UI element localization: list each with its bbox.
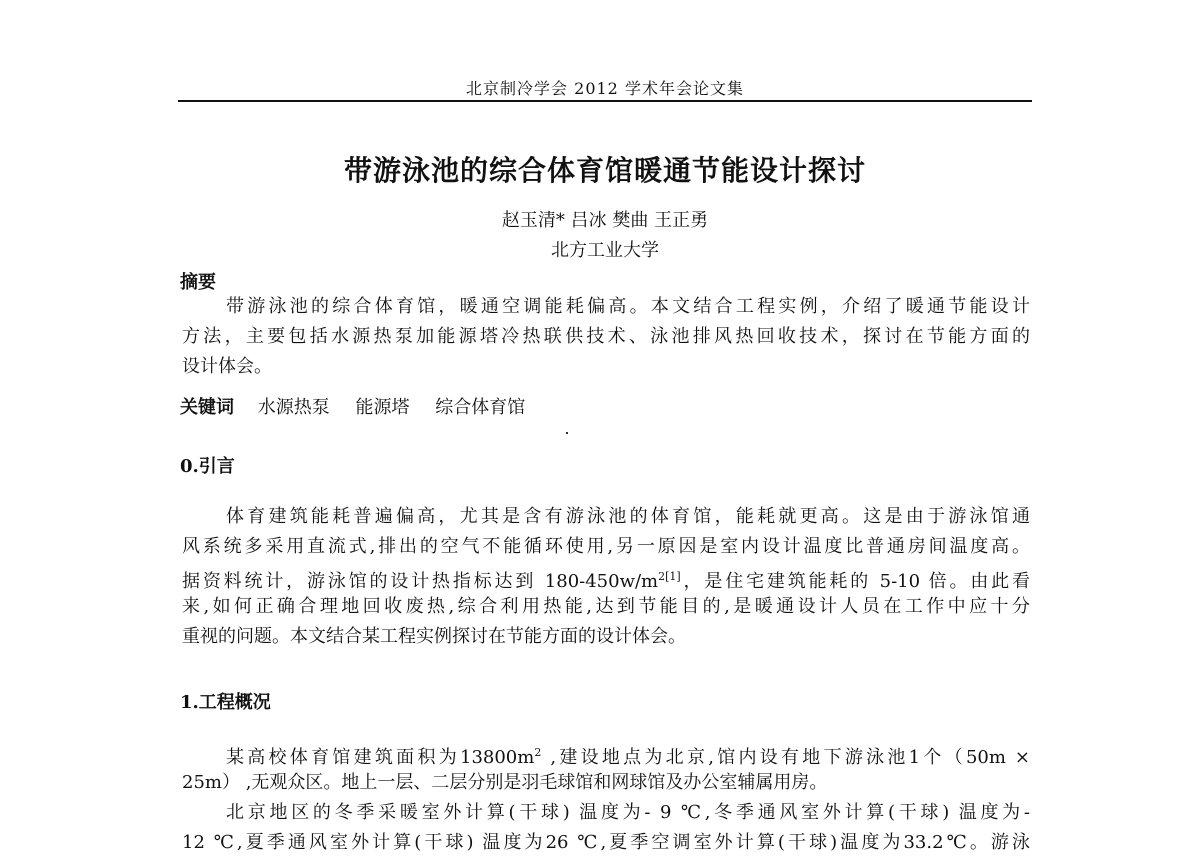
- abstract-paragraph: [182, 292, 1030, 382]
- keyword: 能源塔: [355, 397, 410, 418]
- keywords-label: 关键词: [180, 397, 234, 418]
- superscript: 2: [534, 746, 542, 759]
- text-segment: ,建设地点为北京,馆内设有地下游泳池1个（50m ×: [541, 747, 1030, 768]
- paragraph-line: 25m） ,无观众区。地上一层、二层分别是羽毛球馆和网球馆及办公室辅属用房。: [182, 772, 828, 793]
- text-segment: 某高校体育馆建筑面积为13800m: [226, 747, 535, 768]
- section-1-paragraph-1: [182, 738, 1030, 798]
- keyword: 水源热泵: [257, 397, 330, 418]
- paragraph-line: 北京地区的冬季采暖室外计算(干球) 温度为- 9 ℃,冬季通风室外计算(干球) 温度为-: [226, 802, 1030, 823]
- paragraph-line: [182, 562, 1030, 592]
- authors: 赵玉清* 吕冰 樊曲 王正勇: [501, 210, 709, 231]
- abstract-line: 方法，主要包括水源热泵加能源塔冷热联供技术、泳池排风热回收技术，探讨在节能方面的: [182, 326, 1030, 347]
- paragraph-line: [182, 738, 1030, 768]
- paragraph-line: 12 ℃,夏季通风室外计算(干球) 温度为26 ℃,夏季空调室外计算(干球)温度为33.2℃。游泳: [182, 832, 1030, 853]
- stray-dot: [566, 432, 568, 434]
- paragraph-line: 风系统多采用直流式,排出的空气不能循环使用,另一原因是室内设计温度比普通房间温度高。: [182, 536, 1030, 557]
- paragraph-line: 来,如何正确合理地回收废热,综合利用热能,达到节能目的,是暖通设计人员在工作中应十分: [182, 596, 1030, 617]
- text-segment: 据资料统计，游泳馆的设计热指标达到 180-450w/m: [182, 571, 659, 592]
- text-segment: ，是住宅建筑能耗的 5-10 倍。由此看: [680, 571, 1030, 592]
- abstract-line: 带游泳池的综合体育馆，暖通空调能耗偏高。本文结合工程实例，介绍了暖通节能设计: [226, 296, 1030, 317]
- abstract-line: 设计体会。: [182, 356, 272, 377]
- running-header: 北京制冷学会 2012 学术年会论文集: [466, 79, 744, 98]
- affiliation: 北方工业大学: [551, 240, 659, 261]
- superscript-citation: 2[1]: [658, 570, 681, 583]
- keyword: 综合体育馆: [435, 397, 526, 418]
- paragraph-line: 重视的问题。本文结合某工程实例探讨在节能方面的设计体会。: [182, 626, 686, 647]
- section-1-paragraph-2: [182, 798, 1030, 858]
- section-0-paragraph: [182, 502, 1030, 652]
- header-rule: [178, 100, 1032, 102]
- keywords: [180, 393, 545, 419]
- abstract-heading: 摘要: [180, 272, 216, 293]
- section-0-heading: 0.引言: [180, 456, 235, 477]
- paragraph-line: 体育建筑能耗普遍偏高，尤其是含有游泳池的体育馆，能耗就更高。这是由于游泳馆通: [226, 506, 1030, 527]
- section-1-heading: 1.工程概况: [180, 692, 271, 713]
- paper-title: 带游泳池的综合体育馆暖通节能设计探讨: [343, 154, 866, 187]
